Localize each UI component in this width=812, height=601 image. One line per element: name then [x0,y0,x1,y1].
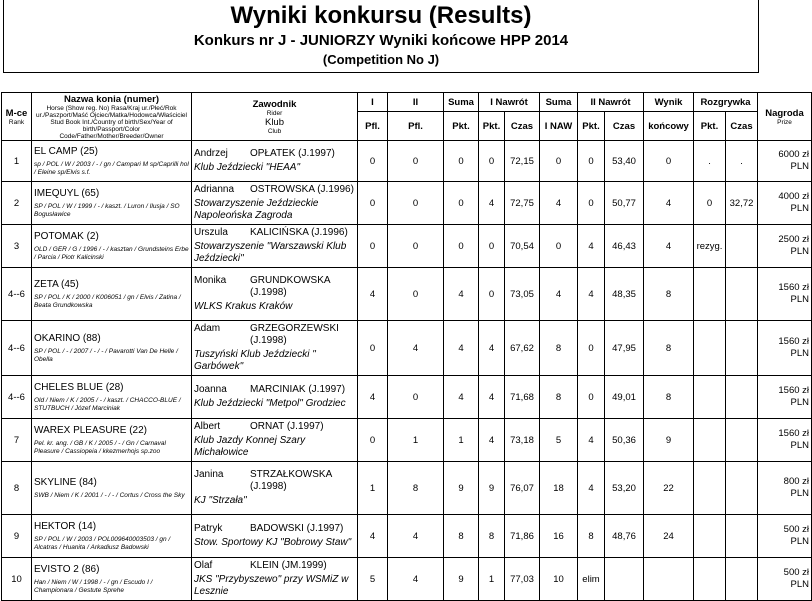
jumpoff2-time [605,558,644,601]
round1-faults: 0 [358,321,388,376]
sum-points: 0 [444,182,479,225]
round1-header: I [358,93,388,112]
jumpoff-final-header: Rozgrywka [694,93,758,112]
table-row [2,268,812,321]
jumpoff1-time-header: Czas [505,112,540,141]
rider-cell [192,558,358,601]
final-jumpoff-time: 32,72 [726,182,758,225]
club-name: JKS "Przybyszewo" przy WSMiZ w Lesznie [194,574,349,597]
rider-cell [192,376,358,419]
prize-cell [758,141,812,182]
jumpoff1-points: 0 [479,141,505,182]
final-result: 0 [644,141,694,182]
horse-details: SP / POL / W / 2003 / POL009640003503 / gn / Alcatras / Huanita / Arkadiusz Badowski [34,535,171,551]
sum-points: 4 [444,321,479,376]
rider-last-name: STRZAŁKOWSKA (J.1998) [250,469,332,492]
jumpoff1-points-header: Pkt. [479,112,505,141]
sum2-points: 10 [540,558,578,601]
jumpoff2-time: 50,77 [605,182,644,225]
sum2-points: 5 [540,419,578,462]
rank-cell: 7 [2,419,32,462]
table-row [2,141,812,182]
prize-amount: 500 zł [783,567,810,578]
round1-faults: 4 [358,376,388,419]
jumpoff1-time: 77,03 [505,558,540,601]
final-jumpoff-time [726,225,758,268]
round1-faults: 0 [358,182,388,225]
competition-number: (Competition No J) [322,52,440,67]
jumpoff2-points: 0 [578,182,605,225]
table-row [2,515,812,558]
sum-sub-header: Pkt. [444,112,479,141]
jumpoff1-points: 4 [479,419,505,462]
jumpoff1-points: 0 [479,225,505,268]
round2-faults: 0 [388,141,444,182]
final-jumpoff-time [726,419,758,462]
sum2-points: 0 [540,141,578,182]
prize-amount: 1560 zł [778,385,810,396]
final-result: 24 [644,515,694,558]
rider-last-name: KALICIŃSKA (J.1996) [250,227,348,238]
prize-cell [758,515,812,558]
final-jumpoff-points [694,268,726,321]
club-name: Tuszyński Klub Jeździecki " Garbówek" [194,349,316,372]
club-name: KJ "Strzała" [194,495,247,506]
rider-last-name: MARCINIAK (J.1997) [250,384,346,395]
rider-first-name: Patryk [194,523,223,534]
prize-currency: PLN [790,203,810,214]
prize-amount: 1560 zł [778,282,810,293]
prize-cell [758,182,812,225]
jumpoff2-time: 48,76 [605,515,644,558]
round2-sub-header: Pfl. [388,112,444,141]
sum2-points: 0 [540,225,578,268]
round2-faults: 4 [388,515,444,558]
sum-points: 4 [444,376,479,419]
round1-sub-header: Pfl. [358,112,388,141]
rank-cell: 8 [2,462,32,515]
results-header [3,0,759,73]
sum-points: 0 [444,225,479,268]
jumpoff2-points: 0 [578,141,605,182]
jumpoff2-time: 49,01 [605,376,644,419]
horse-cell [32,321,192,376]
rider-first-name: Albert [194,421,221,432]
competition-subtitle: Konkurs nr J - JUNIORZY Wyniki końcowe HPP 2014 [193,32,569,49]
final-jumpoff-time [726,321,758,376]
jumpoff2-time: 48,35 [605,268,644,321]
table-row [2,321,812,376]
horse-details: sp / POL / W / 2003 / - / gn / Campari M sp/Caprilli hol / Eleine sp/Elvis s.f. [34,160,189,176]
rider-cell [192,182,358,225]
horse-name: IMEQUYL (65) [34,187,100,199]
rider-first-name: Monika [194,275,227,286]
final-result: 8 [644,376,694,419]
prize-cell [758,321,812,376]
prize-amount: 500 zł [783,524,810,535]
prize-amount: 1560 zł [778,428,810,439]
sum-points: 1 [444,419,479,462]
rider-cell [192,268,358,321]
horse-cell [32,182,192,225]
jumpoff1-time: 73,05 [505,268,540,321]
final-jumpoff-points: 0 [694,182,726,225]
final-result: 8 [644,321,694,376]
round1-faults: 4 [358,268,388,321]
sum-points: 4 [444,268,479,321]
rider-first-name: Andrzej [194,148,228,159]
jumpoff2-points: 4 [578,225,605,268]
rider-first-name: Janina [194,469,224,480]
rider-last-name: KLEIN (JM.1999) [250,560,327,571]
horse-cell [32,225,192,268]
prize-currency: PLN [790,397,810,408]
horse-name: EL CAMP (25) [34,145,98,157]
final-jumpoff-points [694,376,726,419]
final-jumpoff-time [726,376,758,419]
round2-faults: 4 [388,558,444,601]
jumpoff1-time: 72,15 [505,141,540,182]
rider-cell [192,225,358,268]
final-points-header: Pkt. [694,112,726,141]
prize-cell [758,268,812,321]
jumpoff1-points: 4 [479,321,505,376]
round2-faults: 0 [388,225,444,268]
rider-last-name: OPŁATEK (J.1997) [250,148,335,159]
sum-points: 0 [444,141,479,182]
final-jumpoff-time [726,462,758,515]
horse-details: SP / POL / W / 1999 / - / kaszt. / Luron / Ilusja / SO Bogusławice [34,202,180,218]
jumpoff2-time: 46,43 [605,225,644,268]
round2-faults: 8 [388,462,444,515]
horse-details: SP / POL / K / 2000 / K006051 / gn / Elvis / Zatina / Beata Grundkowska [34,293,181,309]
horse-details: Han / Niem / W / 1998 / - / gn / Escudo I / Championara / Gestute Sprehe [34,578,153,594]
table-row [2,558,812,601]
club-name: Klub Jeździecki "HEAA" [194,162,301,173]
jumpoff2-time-header: Czas [605,112,644,141]
jumpoff2-time: 47,95 [605,321,644,376]
rider-last-name: GRUNDKOWSKA (J.1998) [250,275,331,298]
prize-currency: PLN [790,348,810,359]
horse-name: OKARINO (88) [34,332,101,344]
horse-details: SP / POL / - / 2007 / - / - / Pavarotti Van De Helle / Obella [34,347,178,363]
horse-name: HEKTOR (14) [34,520,97,532]
round2-faults: 0 [388,376,444,419]
rider-cell [192,141,358,182]
sum-points: 9 [444,462,479,515]
results-table [1,92,812,601]
prize-amount: 2500 zł [778,234,810,245]
rider-first-name: Urszula [194,227,228,238]
round1-faults: 1 [358,462,388,515]
horse-cell [32,376,192,419]
page-title: Wyniki konkursu (Results) [230,2,532,29]
sum2-points: 8 [540,376,578,419]
horse-name: POTOMAK (2) [34,230,99,242]
jumpoff1-time: 73,18 [505,419,540,462]
round2-faults: 1 [388,419,444,462]
rank-cell: 2 [2,182,32,225]
table-row [2,462,812,515]
jumpoff1-time: 70,54 [505,225,540,268]
final-result: 8 [644,268,694,321]
rank-cell: 3 [2,225,32,268]
prize-cell [758,419,812,462]
final-time-header: Czas [726,112,758,141]
table-row [2,419,812,462]
final-jumpoff-points [694,558,726,601]
prize-currency: PLN [790,488,810,499]
jumpoff1-points: 1 [479,558,505,601]
rider-cell [192,462,358,515]
round1-faults: 0 [358,419,388,462]
rider-cell [192,419,358,462]
rider-first-name: Olaf [194,560,213,571]
club-name: Stowarzyszenie Jeździeckie Napoleońska Zagroda [194,198,319,221]
rider-cell [192,515,358,558]
table-row [2,376,812,419]
round1-faults: 5 [358,558,388,601]
jumpoff2-points: 0 [578,321,605,376]
prize-currency: PLN [790,246,810,257]
final-jumpoff-points [694,321,726,376]
jumpoff2-points: elim [578,558,605,601]
final-result: 4 [644,225,694,268]
horse-cell [32,419,192,462]
second-jumpoff-header: II Nawrót [578,93,644,112]
horse-cell [32,558,192,601]
sum2-points: 18 [540,462,578,515]
rider-first-name: Joanna [194,384,227,395]
rank-cell: 4--6 [2,321,32,376]
jumpoff2-points-header: Pkt. [578,112,605,141]
round2-header: II [388,93,444,112]
rider-last-name: ORNAT (J.1997) [250,421,324,432]
horse-details: Pel. kr. ang. / GB / K / 2005 / - / Gn / Carnaval Pleasure / Cassiopeia / kkezmerhojs sp.zoo [34,439,166,455]
jumpoff1-points: 4 [479,376,505,419]
prize-currency: PLN [790,536,810,547]
rider-last-name: BADOWSKI (J.1997) [250,523,344,534]
result-sub-header: końcowy [644,112,694,141]
prize-cell [758,376,812,419]
final-jumpoff-time [726,515,758,558]
rank-cell: 10 [2,558,32,601]
prize-amount: 1560 zł [778,336,810,347]
rank-cell: 4--6 [2,376,32,419]
prize-currency: PLN [790,161,810,172]
rank-header: M-ce Rank [2,93,32,141]
jumpoff2-points: 4 [578,268,605,321]
rider-header: Zawodnik Rider Klub Club [192,93,358,141]
jumpoff2-points: 4 [578,462,605,515]
table-row [2,182,812,225]
jumpoff2-points: 0 [578,376,605,419]
jumpoff1-points: 8 [479,515,505,558]
horse-name: CHELES BLUE (28) [34,381,124,393]
rank-cell: 1 [2,141,32,182]
rank-cell: 4--6 [2,268,32,321]
rider-first-name: Adrianna [194,184,235,195]
sum2-points: 8 [540,321,578,376]
round2-faults: 0 [388,182,444,225]
horse-name: EVISTO 2 (86) [34,563,100,575]
prize-currency: PLN [790,294,810,305]
prize-cell [758,558,812,601]
prize-cell [758,225,812,268]
final-result: 9 [644,419,694,462]
result-header: Wynik [644,93,694,112]
prize-amount: 4000 zł [778,191,810,202]
jumpoff1-points: 9 [479,462,505,515]
sum2-sub-header: I NAW [540,112,578,141]
rank-cell: 9 [2,515,32,558]
club-name: Stow. Sportowy KJ "Bobrowy Staw" [194,537,352,548]
table-row [2,225,812,268]
jumpoff1-points: 0 [479,268,505,321]
final-result: 22 [644,462,694,515]
final-result: 4 [644,182,694,225]
final-jumpoff-points: . [694,141,726,182]
round1-faults: 0 [358,141,388,182]
final-jumpoff-time [726,268,758,321]
rider-cell [192,321,358,376]
jumpoff1-time: 76,07 [505,462,540,515]
sum2-points: 4 [540,182,578,225]
sum2-points: 16 [540,515,578,558]
prize-header: Nagroda Prize [758,93,812,141]
sum-points: 8 [444,515,479,558]
final-jumpoff-points [694,515,726,558]
horse-name: ZETA (45) [34,278,79,290]
final-jumpoff-time [726,558,758,601]
club-name: Stowarzyszenie "Warszawski Klub Jeździecki" [194,241,347,264]
jumpoff2-points: 8 [578,515,605,558]
jumpoff1-time: 67,62 [505,321,540,376]
horse-cell [32,462,192,515]
prize-amount: 800 zł [783,476,810,487]
sum-header: Suma [444,93,479,112]
jumpoff2-time: 50,36 [605,419,644,462]
jumpoff1-time: 71,86 [505,515,540,558]
horse-details: OLD / GER / G / 1996 / - / kasztan / Grundsteins Erbe / Parcia / Piotr Kalicinski [34,245,189,261]
prize-currency: PLN [790,579,810,590]
horse-details: Old / Niem / K / 2005 / - / kaszt. / CHACCO-BLUE / STUTBUCH / Józef Marciniak [34,396,181,412]
round1-faults: 4 [358,515,388,558]
jumpoff1-time: 72,75 [505,182,540,225]
prize-cell [758,462,812,515]
horse-details: SWB / Niem / K / 2001 / - / - / Cortus / Cross the Sky [34,491,185,499]
prize-amount: 6000 zł [778,149,810,160]
horse-cell [32,141,192,182]
horse-header: Nazwa konia (numer) Horse (Show reg. No) Rasa/Kraj ur./Płeć/Rok ur./Paszport/Maść Ojciec/Matka/Hodowca/Właściciel Stud Book Int./Country of birth/Sex/Year of birth/Passport/Color Code/Father/Mother/Breeder/Owner [32,93,192,141]
final-jumpoff-points [694,462,726,515]
round2-faults: 0 [388,268,444,321]
horse-cell [32,268,192,321]
jumpoff2-points: 4 [578,419,605,462]
sum-points: 9 [444,558,479,601]
horse-name: SKYLINE (84) [34,476,97,488]
club-name: Klub Jazdy Konnej Szary Michałowice [194,435,306,458]
rider-first-name: Adam [194,323,221,334]
round2-faults: 4 [388,321,444,376]
rider-last-name: GRZEGORZEWSKI (J.1998) [250,323,339,346]
final-result [644,558,694,601]
first-jumpoff-header: I Nawrót [479,93,540,112]
round1-faults: 0 [358,225,388,268]
horse-name: WAREX PLEASURE (22) [34,424,147,436]
jumpoff2-time: 53,40 [605,141,644,182]
jumpoff1-time: 71,68 [505,376,540,419]
jumpoff1-points: 4 [479,182,505,225]
sum2-header: Suma [540,93,578,112]
final-jumpoff-points [694,419,726,462]
sum2-points: 4 [540,268,578,321]
club-name: WLKS Krakus Kraków [194,301,293,312]
final-jumpoff-time: . [726,141,758,182]
final-jumpoff-points: rezyg. [694,225,726,268]
rider-last-name: OSTROWSKA (J.1996) [250,184,354,195]
club-name: Klub Jeździecki "Metpol" Grodziec [194,398,346,409]
prize-currency: PLN [790,440,810,451]
horse-cell [32,515,192,558]
jumpoff2-time: 53,20 [605,462,644,515]
